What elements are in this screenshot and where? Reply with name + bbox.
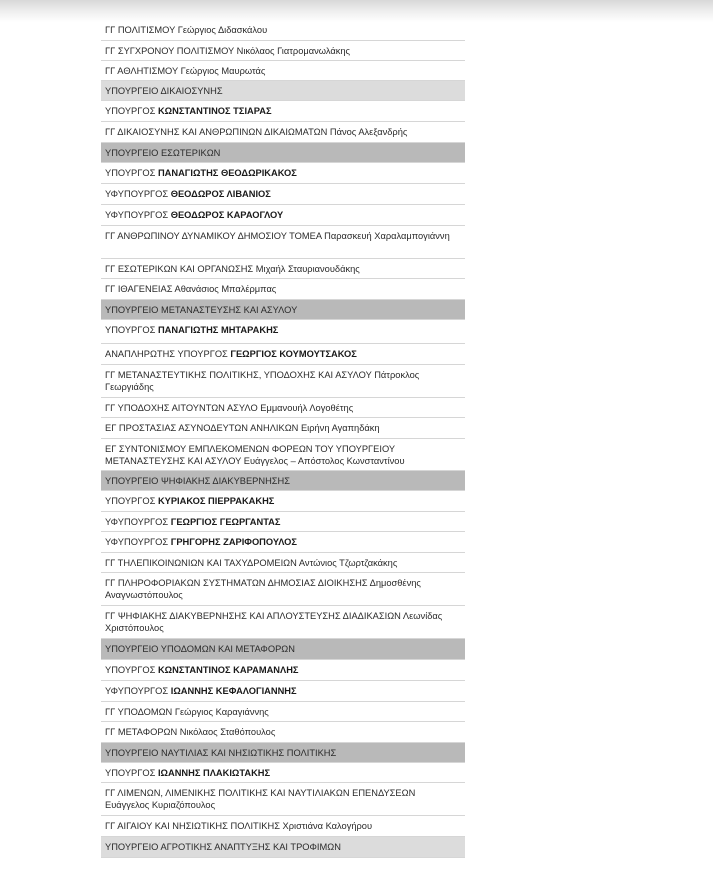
ministry-header <box>101 471 465 491</box>
person-name: ΓΕΩΡΓΙΟΣ ΓΕΩΡΓΑΝΤΑΣ <box>170 517 281 527</box>
secretary-row <box>101 783 465 816</box>
row-text: ΓΓ ΜΕΤΑΦΟΡΩΝ Νικόλαος Σταθόπουλος <box>105 727 276 737</box>
minister-row <box>101 163 465 184</box>
minister-row <box>101 205 465 226</box>
role-label: ΥΠΟΥΡΓΟΣ <box>105 665 158 675</box>
secretary-row <box>101 606 465 639</box>
person-name: ΘΕΟΔΩΡΟΣ ΚΑΡΑΟΓΛΟΥ <box>170 210 284 220</box>
secretary-row <box>101 702 465 722</box>
row-text: ΓΓ ΥΠΟΔΟΜΩΝ Γεώργιος Καραγιάννης <box>105 707 269 717</box>
secretary-row <box>101 61 465 81</box>
minister-row <box>101 763 465 783</box>
row-text: ΓΓ ΛΙΜΕΝΩΝ, ΛΙΜΕΝΙΚΗΣ ΠΟΛΙΤΙΚΗΣ ΚΑΙ ΝΑΥΤΙΛΙΑΚΩΝ ΕΠΕΝΔΥΣΕΩΝ Ευάγγελος Κυριαζόπουλος <box>105 788 416 810</box>
ministry-header <box>101 81 465 101</box>
person-name: ΚΥΡΙΑΚΟΣ ΠΙΕΡΡΑΚΑΚΗΣ <box>157 496 275 506</box>
minister-row <box>101 184 465 205</box>
ministry-title: ΥΠΟΥΡΓΕΙΟ ΥΠΟΔΟΜΩΝ ΚΑΙ ΜΕΤΑΦΟΡΩΝ <box>105 644 295 654</box>
row-text: ΓΓ ΣΥΓΧΡΟΝΟΥ ΠΟΛΙΤΙΣΜΟΥ Νικόλαος Γιατρομανωλάκης <box>105 46 351 56</box>
secretary-row <box>101 279 465 300</box>
role-label: ΥΦΥΠΟΥΡΓΟΣ <box>105 537 171 547</box>
row-text: ΓΓ ΨΗΦΙΑΚΗΣ ΔΙΑΚΥΒΕΡΝΗΣΗΣ ΚΑΙ ΑΠΛΟΥΣΤΕΥΣΗΣ ΔΙΑΔΙΚΑΣΙΩΝ Λεωνίδας Χριστόπουλος <box>105 611 443 633</box>
top-shadow <box>0 0 713 22</box>
secretary-row <box>101 553 465 573</box>
government-roster-table <box>101 20 465 858</box>
role-label: ΥΦΥΠΟΥΡΓΟΣ <box>105 210 171 220</box>
secretary-row <box>101 20 465 41</box>
role-label: ΑΝΑΠΛΗΡΩΤΗΣ ΥΠΟΥΡΓΟΣ <box>105 349 231 359</box>
ministry-header <box>101 300 465 320</box>
secretary-row <box>101 365 465 398</box>
row-text: ΓΓ ΠΛΗΡΟΦΟΡΙΑΚΩΝ ΣΥΣΤΗΜΑΤΩΝ ΔΗΜΟΣΙΑΣ ΔΙΟΙΚΗΣΗΣ Δημοσθένης Αναγνωστόπουλος <box>105 578 421 600</box>
person-name: ΓΡΗΓΟΡΗΣ ΖΑΡΙΦΟΠΟΥΛΟΣ <box>170 537 297 547</box>
row-text: ΓΓ ΔΙΚΑΙΟΣΥΝΗΣ ΚΑΙ ΑΝΘΡΩΠΙΝΩΝ ΔΙΚΑΙΩΜΑΤΩΝ Πάνος Αλεξανδρής <box>105 127 408 137</box>
role-label: ΥΦΥΠΟΥΡΓΟΣ <box>105 686 171 696</box>
minister-row <box>101 681 465 702</box>
role-label: ΥΠΟΥΡΓΟΣ <box>105 106 158 116</box>
minister-row <box>101 320 465 344</box>
person-name: ΚΩΝΣΤΑΝΤΙΝΟΣ ΚΑΡΑΜΑΝΛΗΣ <box>157 665 299 675</box>
role-label: ΥΦΥΠΟΥΡΓΟΣ <box>105 189 171 199</box>
ministry-title: ΥΠΟΥΡΓΕΙΟ ΕΣΩΤΕΡΙΚΩΝ <box>105 148 221 158</box>
secretary-row <box>101 226 465 259</box>
secretary-row <box>101 573 465 606</box>
secretary-row <box>101 41 465 61</box>
ministry-header <box>101 743 465 763</box>
row-text: ΓΓ ΑΙΓΑΙΟΥ ΚΑΙ ΝΗΣΙΩΤΙΚΗΣ ΠΟΛΙΤΙΚΗΣ Χριστιάνα Καλογήρου <box>105 821 373 831</box>
person-name: ΠΑΝΑΓΙΩΤΗΣ ΜΗΤΑΡΑΚΗΣ <box>157 325 279 335</box>
person-name: ΚΩΝΣΤΑΝΤΙΝΟΣ ΤΣΙΑΡΑΣ <box>157 106 272 116</box>
role-label: ΥΠΟΥΡΓΟΣ <box>105 768 158 778</box>
row-text: ΕΓ ΣΥΝΤΟΝΙΣΜΟΥ ΕΜΠΛΕΚΟΜΕΝΩΝ ΦΟΡΕΩΝ ΤΟΥ ΥΠΟΥΡΓΕΙΟΥ ΜΕΤΑΝΑΣΤΕΥΣΗΣ ΚΑΙ ΑΣΥΛΟΥ Ευάγγελος – Απόστολος Κωνσταντίνου <box>105 444 405 466</box>
person-name: ΓΕΩΡΓΙΟΣ ΚΟΥΜΟΥΤΣΑΚΟΣ <box>230 349 357 359</box>
row-text: ΕΓ ΠΡΟΣΤΑΣΙΑΣ ΑΣΥΝΟΔΕΥΤΩΝ ΑΝΗΛΙΚΩΝ Ειρήνη Αγαπηδάκη <box>105 423 380 433</box>
secretary-row <box>101 439 465 471</box>
row-text: ΓΓ ΥΠΟΔΟΧΗΣ ΑΙΤΟΥΝΤΩΝ ΑΣΥΛΟ Εμμανουήλ Λογοθέτης <box>105 403 354 413</box>
secretary-row <box>101 259 465 279</box>
row-text: ΓΓ ΠΟΛΙΤΙΣΜΟΥ Γεώργιος Διδασκάλου <box>105 25 268 35</box>
row-text: ΓΓ ΑΘΛΗΤΙΣΜΟΥ Γεώργιος Μαυρωτάς <box>105 66 266 76</box>
minister-row <box>101 532 465 553</box>
minister-row <box>101 512 465 532</box>
ministry-title: ΥΠΟΥΡΓΕΙΟ ΨΗΦΙΑΚΗΣ ΔΙΑΚΥΒΕΡΝΗΣΗΣ <box>105 476 291 486</box>
secretary-row <box>101 418 465 439</box>
minister-row <box>101 660 465 681</box>
ministry-title: ΥΠΟΥΡΓΕΙΟ ΝΑΥΤΙΛΙΑΣ ΚΑΙ ΝΗΣΙΩΤΙΚΗΣ ΠΟΛΙΤΙΚΗΣ <box>105 748 337 758</box>
ministry-header <box>101 143 465 163</box>
minister-row <box>101 101 465 122</box>
row-text: ΓΓ ΙΘΑΓΕΝΕΙΑΣ Αθανάσιος Μπαλέρμπας <box>105 284 277 294</box>
minister-row <box>101 491 465 512</box>
role-label: ΥΠΟΥΡΓΟΣ <box>105 496 158 506</box>
row-text: ΓΓ ΜΕΤΑΝΑΣΤΕΥΤΙΚΗΣ ΠΟΛΙΤΙΚΗΣ, ΥΠΟΔΟΧΗΣ ΚΑΙ ΑΣΥΛΟΥ Πάτροκλος Γεωργιάδης <box>105 370 420 392</box>
secretary-row <box>101 816 465 837</box>
secretary-row <box>101 398 465 418</box>
role-label: ΥΦΥΠΟΥΡΓΟΣ <box>105 517 171 527</box>
row-text: ΓΓ ΑΝΘΡΩΠΙΝΟΥ ΔΥΝΑΜΙΚΟΥ ΔΗΜΟΣΙΟΥ ΤΟΜΕΑ Παρασκευή Χαραλαμπογιάννη <box>105 231 450 241</box>
row-text: ΓΓ ΤΗΛΕΠΙΚΟΙΝΩΝΙΩΝ ΚΑΙ ΤΑΧΥΔΡΟΜΕΙΩΝ Αντώνιος Τζωρτζακάκης <box>105 558 398 568</box>
ministry-title: ΥΠΟΥΡΓΕΙΟ ΜΕΤΑΝΑΣΤΕΥΣΗΣ ΚΑΙ ΑΣΥΛΟΥ <box>105 305 298 315</box>
role-label: ΥΠΟΥΡΓΟΣ <box>105 168 158 178</box>
person-name: ΠΑΝΑΓΙΩΤΗΣ ΘΕΟΔΩΡΙΚΑΚΟΣ <box>157 168 297 178</box>
ministry-header <box>101 837 465 858</box>
secretary-row <box>101 722 465 743</box>
role-label: ΥΠΟΥΡΓΟΣ <box>105 325 158 335</box>
row-text: ΓΓ ΕΣΩΤΕΡΙΚΩΝ ΚΑΙ ΟΡΓΑΝΩΣΗΣ Μιχαήλ Σταυριανουδάκης <box>105 264 360 274</box>
ministry-header <box>101 639 465 660</box>
person-name: ΙΩΑΝΝΗΣ ΠΛΑΚΙΩΤΑΚΗΣ <box>157 768 271 778</box>
ministry-title: ΥΠΟΥΡΓΕΙΟ ΔΙΚΑΙΟΣΥΝΗΣ <box>105 86 223 96</box>
ministry-title: ΥΠΟΥΡΓΕΙΟ ΑΓΡΟΤΙΚΗΣ ΑΝΑΠΤΥΞΗΣ ΚΑΙ ΤΡΟΦΙΜΩΝ <box>105 842 341 852</box>
person-name: ΘΕΟΔΩΡΟΣ ΛΙΒΑΝΙΟΣ <box>170 189 271 199</box>
minister-row <box>101 344 465 365</box>
person-name: ΙΩΑΝΝΗΣ ΚΕΦΑΛΟΓΙΑΝΝΗΣ <box>170 686 297 696</box>
secretary-row <box>101 122 465 143</box>
